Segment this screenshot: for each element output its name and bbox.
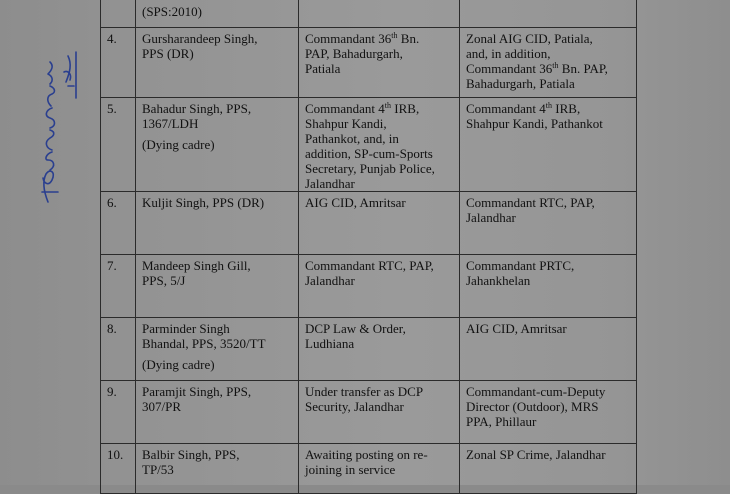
transfer-orders-table — [100, 0, 637, 494]
name-line: Kuljit Singh, PPS (DR) — [142, 195, 265, 210]
from-line: Awaiting posting on re- — [305, 447, 428, 462]
from-posting-cell — [299, 318, 460, 381]
to-posting-cell — [460, 98, 637, 192]
name-line: Paramjit Singh, PPS, — [142, 384, 252, 399]
officer-name-cell — [136, 381, 299, 444]
table-row — [101, 318, 637, 381]
name-line: PPS (DR) — [142, 46, 194, 61]
name-line: Bahadur Singh, PPS, — [142, 101, 252, 116]
from-posting-cell — [299, 255, 460, 318]
from-line: Patiala — [305, 61, 341, 76]
from-posting-cell — [299, 28, 460, 98]
to-line: Director (Outdoor), MRS — [466, 399, 599, 414]
to-line: Zonal SP Crime, Jalandhar — [466, 447, 606, 462]
to-line: Zonal AIG CID, Patiala, — [466, 31, 593, 46]
from-posting-cell — [299, 192, 460, 255]
officer-name-cell — [136, 255, 299, 318]
to-line: Jahankhelan — [466, 273, 531, 288]
from-posting-cell — [299, 0, 460, 28]
serial-number-cell: 8. — [101, 318, 136, 381]
from-posting-cell — [299, 98, 460, 192]
to-line: AIG CID, Amritsar — [466, 321, 567, 336]
from-line: Jalandhar — [305, 176, 355, 191]
serial-number-cell: 7. — [101, 255, 136, 318]
name-line: 1367/LDH — [142, 116, 199, 131]
to-line: Commandant 4th IRB, — [466, 101, 581, 116]
from-line: joining in service — [305, 462, 396, 477]
serial-number-cell — [101, 0, 136, 28]
from-posting-cell — [299, 444, 460, 494]
to-line: PPA, Phillaur — [466, 414, 537, 429]
name-line: Parminder Singh — [142, 321, 230, 336]
handwritten-signature — [30, 42, 90, 212]
to-line: Bahadurgarh, Patiala — [466, 76, 575, 91]
serial-number-cell: 5. — [101, 98, 136, 192]
to-posting-cell — [460, 444, 637, 494]
from-line: Ludhiana — [305, 336, 355, 351]
table-row — [101, 444, 637, 494]
officer-name-cell — [136, 0, 299, 28]
from-line: Under transfer as DCP — [305, 384, 424, 399]
from-line: Jalandhar — [305, 273, 355, 288]
name-line: Bhandal, PPS, 3520/TT — [142, 336, 266, 351]
officer-name-cell — [136, 98, 299, 192]
from-line: Shahpur Kandi, — [305, 116, 387, 131]
table-row — [101, 28, 637, 98]
officer-name-cell — [136, 192, 299, 255]
to-line: Jalandhar — [466, 210, 516, 225]
cadre-note: (Dying cadre) — [142, 137, 215, 152]
to-posting-cell — [460, 0, 637, 28]
to-line: Commandant 36th Bn. PAP, — [466, 61, 608, 76]
serial-number-cell: 9. — [101, 381, 136, 444]
officer-name-cell — [136, 318, 299, 381]
to-line: Shahpur Kandi, Pathankot — [466, 116, 603, 131]
name-line: Gursharandeep Singh, — [142, 31, 258, 46]
from-line: PAP, Bahadurgarh, — [305, 46, 403, 61]
from-line: Pathankot, and, in — [305, 131, 399, 146]
serial-number-cell: 4. — [101, 28, 136, 98]
name-line: Mandeep Singh Gill, — [142, 258, 251, 273]
from-line: addition, SP-cum-Sports — [305, 146, 433, 161]
from-line: AIG CID, Amritsar — [305, 195, 406, 210]
officer-name-cell — [136, 28, 299, 98]
table-row — [101, 381, 637, 444]
from-line: Security, Jalandhar — [305, 399, 404, 414]
from-line: Secretary, Punjab Police, — [305, 161, 435, 176]
cadre-note: (Dying cadre) — [142, 357, 215, 372]
table-row — [101, 192, 637, 255]
serial-number-cell: 10. — [101, 444, 136, 494]
to-posting-cell — [460, 318, 637, 381]
to-posting-cell — [460, 192, 637, 255]
from-line: Commandant 36th Bn. — [305, 31, 420, 46]
name-line: Balbir Singh, PPS, — [142, 447, 240, 462]
from-posting-cell — [299, 381, 460, 444]
table-row — [101, 255, 637, 318]
name-line: TP/53 — [142, 462, 174, 477]
to-posting-cell — [460, 381, 637, 444]
name-line: (SPS:2010) — [142, 4, 202, 19]
serial-number-cell: 6. — [101, 192, 136, 255]
from-line: DCP Law & Order, — [305, 321, 406, 336]
from-line: Commandant RTC, PAP, — [305, 258, 434, 273]
officer-name-cell — [136, 444, 299, 494]
to-line: Commandant RTC, PAP, — [466, 195, 595, 210]
to-posting-cell — [460, 28, 637, 98]
to-line: and, in addition, — [466, 46, 551, 61]
table-row — [101, 0, 637, 28]
name-line: PPS, 5/J — [142, 273, 186, 288]
to-posting-cell — [460, 255, 637, 318]
from-line: Commandant 4th IRB, — [305, 101, 420, 116]
name-line: 307/PR — [142, 399, 182, 414]
to-line: Commandant PRTC, — [466, 258, 575, 273]
table-row — [101, 98, 637, 192]
to-line: Commandant-cum-Deputy — [466, 384, 606, 399]
